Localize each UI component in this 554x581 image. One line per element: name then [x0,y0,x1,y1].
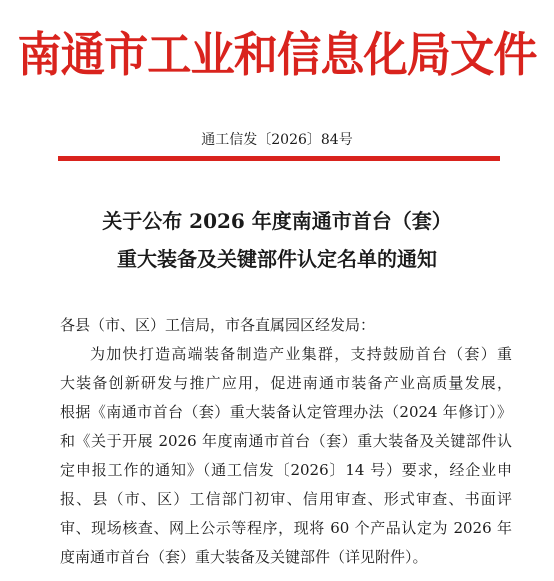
body-line-7: 审、现场核查、网上公示等程序，现将 60 个产品认定为 2026 年 [60,519,512,537]
document-number: 通工信发〔2026〕84号 [201,132,353,148]
salutation: 各县（市、区）工信局，市各直属园区经发局： [60,316,376,334]
body-line-4: 和《关于开展 2026 年度南通市首台（套）重大装备及关键部件认 [60,432,512,450]
body-line-5: 定申报工作的通知》（通工信发〔2026〕14 号）要求，经企业申 [60,461,512,479]
body-line-6: 报、县（市、区）工信部门初审、信用审查、形式审查、书面评 [60,490,512,508]
notice-title-line-1: 关于公布 2026 年度南通市首台（套） [102,209,452,233]
masthead-title: 南通市工业和信息化局文件 [17,28,537,83]
body-line-2: 大装备创新研发与推广应用，促进南通市装备产业高质量发展， [60,374,512,392]
notice-title-line-2: 重大装备及关键部件认定名单的通知 [117,247,437,271]
red-divider-rule [58,156,500,161]
body-line-1: 为加快打造高端装备制造产业集群，支持鼓励首台（套）重 [90,345,512,363]
body-line-8: 度南通市首台（套）重大装备及关键部件（详见附件）。 [60,548,428,566]
body-line-3: 根据《南通市首台（套）重大装备认定管理办法（2024 年修订）》 [60,403,512,421]
